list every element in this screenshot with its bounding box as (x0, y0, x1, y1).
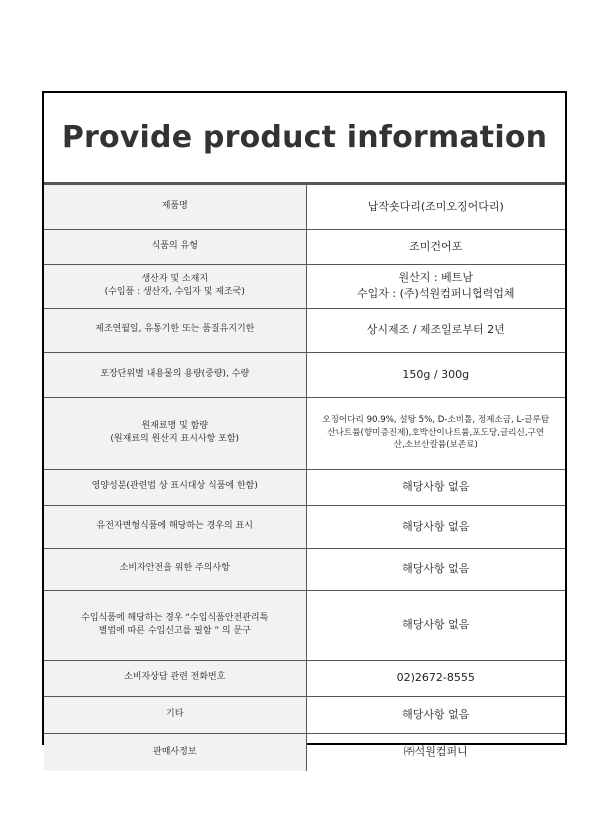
row-label-line: 별법에 따른 수입신고를 필함 ” 의 문구 (98, 626, 251, 636)
table-row (44, 548, 565, 590)
row-label-line: 원재료명 및 함량 (141, 420, 209, 431)
row-value-line: 해당사항 없음 (402, 707, 470, 721)
row-value-line: 납작숏다리(조미오징어다리) (367, 199, 504, 213)
row-label (44, 185, 306, 229)
row-value (306, 548, 565, 590)
row-value (306, 264, 565, 308)
table-row (44, 660, 565, 696)
row-label (44, 229, 306, 264)
product-info-table (44, 185, 565, 771)
row-value-line: 산,소브산칼륨(보존료) (393, 440, 478, 451)
row-label-line: 소비자상담 관련 전화번호 (124, 672, 226, 683)
page-title: Provide product information (61, 120, 548, 155)
row-value (306, 660, 565, 696)
row-value-line: 해당사항 없음 (402, 519, 470, 533)
row-value (306, 397, 565, 469)
row-label-line: (수입품 : 생산자, 수입자 및 제조국) (104, 287, 245, 297)
row-label (44, 397, 306, 469)
row-value-line: ㈜석원컴퍼니 (403, 745, 468, 759)
row-value-line: 원산지 : 베트남 (398, 271, 473, 285)
table-row (44, 696, 565, 733)
row-value (306, 308, 565, 352)
row-value-line: 오징어다리 90.9%, 설탕 5%, D-소비톨, 정제소금, L-글루탐 (322, 414, 550, 425)
row-value-line: 수입자 : (주)석원컴퍼니협력업체 (357, 287, 515, 300)
row-label-line: 기타 (166, 708, 184, 719)
table-row (44, 469, 565, 505)
row-value-line: 150g / 300g (402, 367, 470, 381)
row-label-line: 식품의 유형 (151, 240, 198, 251)
table-row (44, 185, 565, 229)
row-value-line: 02)2672-8555 (396, 671, 475, 685)
row-label (44, 308, 306, 352)
row-value (306, 505, 565, 548)
row-label (44, 660, 306, 696)
row-label (44, 548, 306, 590)
row-label-line: 판매사정보 (153, 746, 197, 757)
table-row (44, 352, 565, 397)
table-row (44, 590, 565, 660)
row-value (306, 469, 565, 505)
row-value (306, 590, 565, 660)
row-value (306, 696, 565, 733)
row-value (306, 352, 565, 397)
table-row (44, 733, 565, 771)
row-value-line: 산나트륨(향미증진제),호박산이나트륨,포도당,글리신,구연 (327, 427, 545, 438)
row-label (44, 469, 306, 505)
table-row (44, 264, 565, 308)
row-label-line: 제조연월일, 유통기한 또는 품질유지기한 (95, 324, 255, 335)
row-value-line: 해당사항 없음 (402, 562, 470, 576)
row-label (44, 733, 306, 771)
row-label-line: 소비자안전을 위한 주의사항 (119, 563, 230, 574)
row-label-line: 생산자 및 소재지 (141, 273, 209, 284)
row-value (306, 733, 565, 771)
row-label (44, 505, 306, 548)
row-label-line: 수입식품에 해당하는 경우 “수입식품안전관리특 (81, 612, 269, 623)
row-label (44, 352, 306, 397)
row-label (44, 264, 306, 308)
row-label-line: 유전자변형식품에 해당하는 경우의 표시 (96, 520, 253, 531)
row-value-line: 상시제조 / 제조일로부터 2년 (366, 323, 505, 337)
row-label (44, 696, 306, 733)
table-row (44, 505, 565, 548)
row-label-line: 포장단위별 내용물의 용량(중량), 수량 (100, 368, 250, 379)
product-info-sheet (42, 91, 567, 759)
row-value (306, 185, 565, 229)
row-value-line: 해당사항 없음 (402, 618, 470, 632)
row-label-line: 제품명 (161, 201, 188, 211)
row-label-line: 영양성분(관련법 상 표시대상 식품에 한함) (91, 481, 258, 492)
row-label-line: (원재료의 원산지 표시사항 포함) (110, 434, 240, 444)
row-value-line: 조미건어포 (409, 239, 463, 253)
title-box (44, 93, 565, 185)
row-value (306, 229, 565, 264)
table-row (44, 229, 565, 264)
table-row (44, 397, 565, 469)
row-label (44, 590, 306, 660)
table-row (44, 308, 565, 352)
row-value-line: 해당사항 없음 (402, 480, 470, 494)
